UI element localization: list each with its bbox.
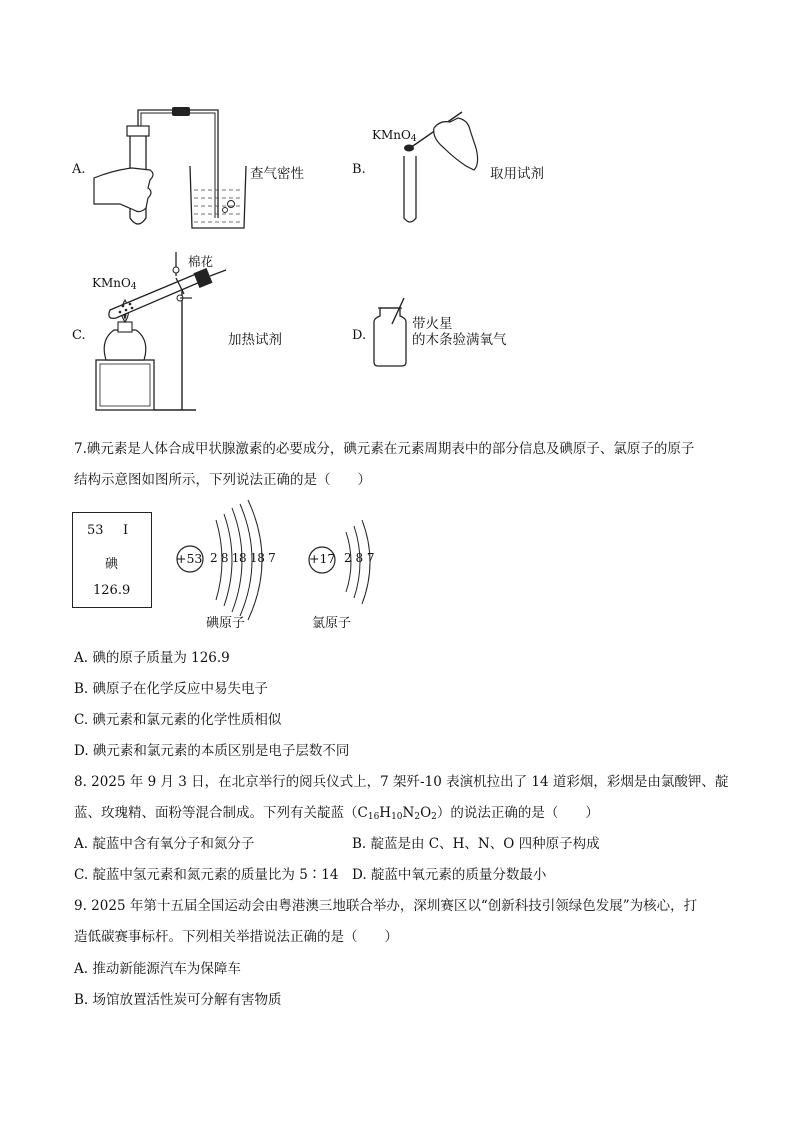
element-cell-iodine bbox=[72, 512, 152, 608]
option-b-letter: B. bbox=[352, 162, 366, 177]
chlorine-nucleus: +17 bbox=[309, 551, 336, 566]
atomic-mass: 126.9 bbox=[93, 583, 131, 598]
chlorine-electron-shells: 2 8 7 bbox=[344, 551, 375, 565]
q9-option-a: A. 推动新能源汽车为保障车 bbox=[74, 961, 241, 977]
option-d-caption-line2: 的木条验满氧气 bbox=[412, 332, 507, 348]
option-a-caption: 查气密性 bbox=[250, 166, 304, 182]
q9-option-b: B. 场馆放置活性炭可分解有害物质 bbox=[74, 992, 282, 1008]
q7-stem-line1: 7.碘元素是人体合成甲状腺激素的必要成分，碘元素在元素周期表中的部分信息及碘原子、氯原子的原子 bbox=[74, 441, 695, 457]
q8-option-c: C. 靛蓝中氢元素和氮元素的质量比为 5∶14 bbox=[74, 867, 339, 883]
option-c-cotton-label: 棉花 bbox=[188, 254, 214, 269]
option-c-letter: C. bbox=[72, 328, 86, 343]
q7-option-d: D. 碘元素和氯元素的本质区别是电子层数不同 bbox=[74, 743, 350, 759]
option-d-caption-line1: 带火星 bbox=[412, 316, 453, 332]
atomic-number: 53 bbox=[87, 523, 104, 538]
q8-stem-line2: 蓝、玫瑰精、面粉等混合制成。下列有关靛蓝$(C_{16}H_{10}N_2O_2)$的说法正确的是（ ） bbox=[74, 805, 599, 822]
option-d-letter: D. bbox=[352, 328, 367, 343]
airtightness-apparatus-figure bbox=[90, 100, 260, 232]
oxygen-check-figure bbox=[370, 296, 410, 368]
reagent-taking-figure bbox=[396, 108, 488, 226]
chlorine-atom-label: 氯原子 bbox=[312, 616, 352, 631]
q7-stem-line2: 结构示意图如图所示，下列说法正确的是（ ） bbox=[74, 472, 371, 488]
iodine-nucleus: +53 bbox=[176, 551, 203, 566]
iodine-electron-shells: 2 8 18 18 7 bbox=[210, 551, 276, 565]
option-a-letter: A. bbox=[72, 162, 86, 177]
q8-option-b: B. 靛蓝是由 C、H、N、O 四种原子构成 bbox=[352, 836, 600, 852]
element-name: 碘 bbox=[105, 557, 119, 572]
element-symbol: I bbox=[123, 523, 129, 538]
q8-option-a: A. 靛蓝中含有氧分子和氮分子 bbox=[74, 836, 255, 852]
q7-option-c: C. 碘元素和氯元素的化学性质相似 bbox=[74, 712, 282, 728]
q7-option-b: B. 碘原子在化学反应中易失电子 bbox=[74, 681, 269, 697]
q9-stem-line1: 9. 2025 年第十五届全国运动会由粤港澳三地联合举办，深圳赛区以“创新科技引领绿色发展”为核心，打 bbox=[74, 898, 698, 914]
option-b-caption: 取用试剂 bbox=[490, 166, 544, 182]
heating-apparatus-figure bbox=[92, 248, 232, 420]
iodine-atom-label: 碘原子 bbox=[206, 616, 246, 631]
q8-option-d: D. 靛蓝中氧元素的质量分数最小 bbox=[352, 867, 547, 883]
option-c-reagent-label: KMnO$_4$ bbox=[92, 276, 137, 292]
option-b-reagent-label: KMnO$_4$ bbox=[372, 128, 417, 144]
q7-option-a: A. 碘的原子质量为 126.9 bbox=[74, 650, 230, 666]
option-c-caption: 加热试剂 bbox=[228, 332, 282, 348]
q9-stem-line2: 造低碳赛事标杆。下列相关举措说法正确的是（ ） bbox=[74, 929, 398, 945]
q8-stem-line1: 8. 2025 年 9 月 3 日，在北京举行的阅兵仪式上，7 架歼-10 表演机拉出了 14 道彩烟，彩烟是由氯酸钾、靛 bbox=[74, 774, 729, 790]
